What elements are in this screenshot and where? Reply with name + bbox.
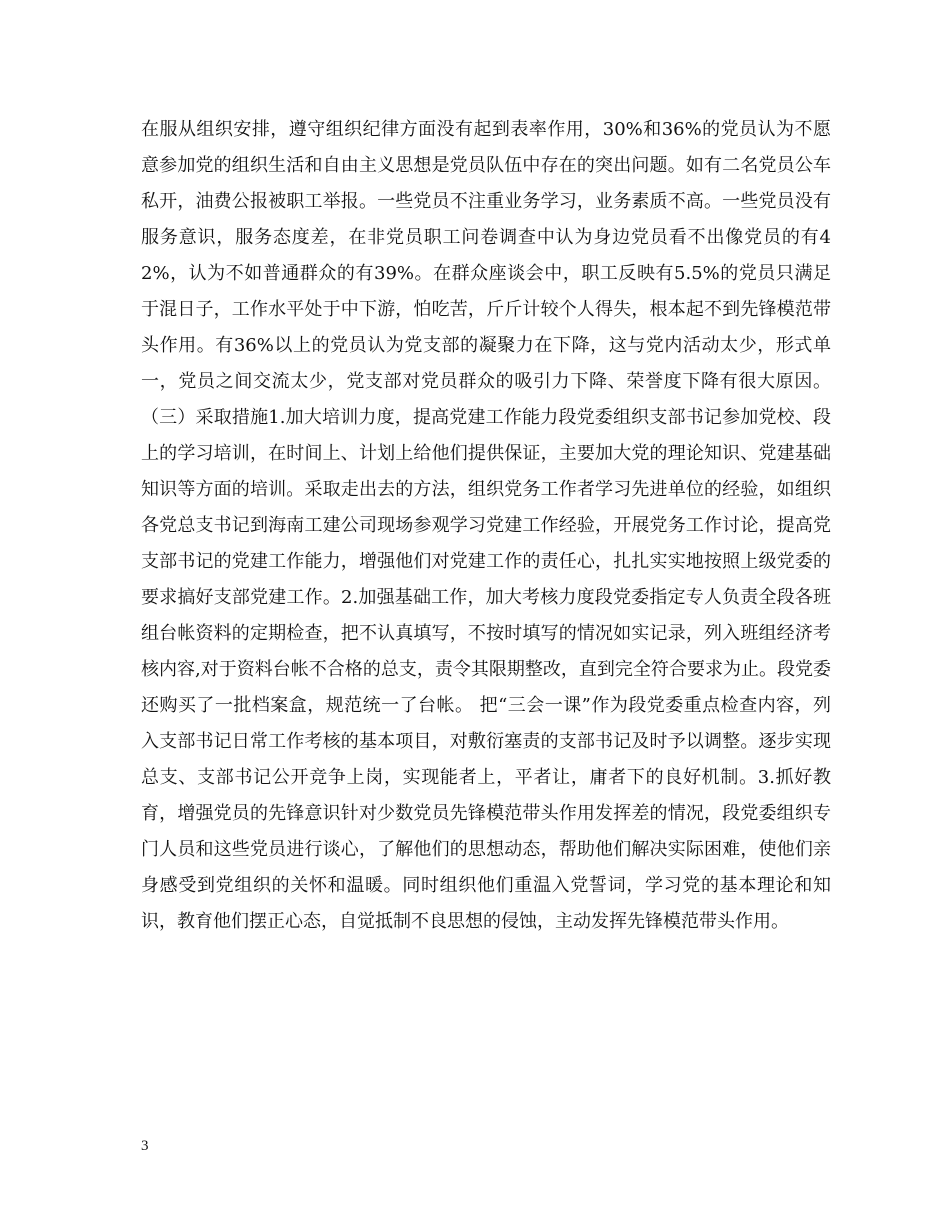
body-paragraph: 在服从组织安排，遵守组织纪律方面没有起到表率作用，30%和36%的党员认为不愿意参加党的组织生活和自由主义思想是党员队伍中存在的突出问题。如有二名党员公车私开，油费公报被职工举报。一些党员不注重业务学习，业务素质不高。一些党员没有服务意识，服务态度差，在非党员职工问卷调查中认为身边党员看不出像党员的有42%，认为不如普通群众的有39%。在群众座谈会中，职工反映有5.5%的党员只满足于混日子，工作水平处于中下游，怕吃苦，斤斤计较个人得失，根本起不到先锋模范带头作用。有36%以上的党员认为党支部的凝聚力在下降，这与党内活动太少，形式单一，党员之间交流太少，党支部对党员群众的吸引力下降、荣誉度下降有很大原因。（三）采取措施1.加大培训力度，提高党建工作能力段党委组织支部书记参加党校、段上的学习培训，在时间上、计划上给他们提供保证，主要加大党的理论知识、党建基础知识等方面的培训。采取走出去的方法，组织党务工作者学习先进单位的经验，如组织各党总支书记到海南工建公司现场参观学习党建工作经验，开展党务工作讨论，提高党支部书记的党建工作能力，增强他们对党建工作的责任心，扎扎实实地按照上级党委的要求搞好支部党建工作。2.加强基础工作，加大考核力度段党委指定专人负责全段各班组台帐资料的定期检查，把不认真填写，不按时填写的情况如实记录，列入班组经济考核内容,对于资料台帐不合格的总支，责令其限期整改，直到完全符合要求为止。段党委还购买了一批档案盒，规范统一了台帐。 把“三会一课”作为段党委重点检查内容，列入支部书记日常工作考核的基本项目，对敷衍塞责的支部书记及时予以调整。逐步实现总支、支部书记公开竞争上岗，实现能者上，平者让，庸者下的良好机制。3.抓好教育，增强党员的先锋意识针对少数党员先锋模范带头作用发挥差的情况，段党委组织专门人员和这些党员进行谈心，了解他们的思想动态，帮助他们解决实际困难，使他们亲身感受到党组织的关怀和温暖。同时组织他们重温入党誓词，学习党的基本理论和知识，教育他们摆正心态，自觉抵制不良思想的侵蚀，主动发挥先锋模范带头作用。: [141, 119, 831, 932]
page-number: 3: [141, 1138, 149, 1154]
body-text-block: [141, 112, 831, 940]
